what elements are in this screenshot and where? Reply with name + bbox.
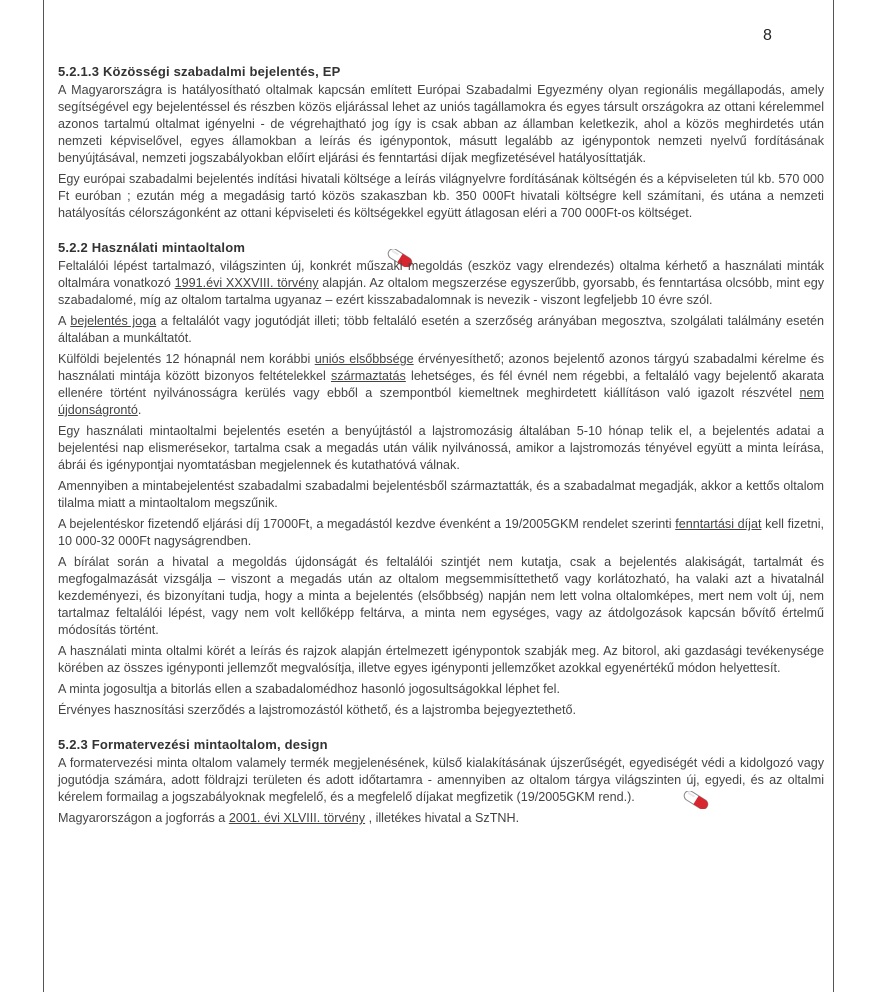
page-number: 8	[763, 27, 772, 44]
paragraph: A bírálat során a hivatal a megoldás újdonságát és feltalálói szintjét nem kutatja, csak a bejelentés alakiságát, tartalmát és megfogalmazását vizsgálja – viszont a megadás után az oltalom megsemmisíttethető vagy korlátozható, ha valaki azt a hivatalnál kezdeményezi, és bizonyítani tudja, hogy a minta a bejelentés (elsőbbség) napján nem lett volna oltalomképes, mert nem volt új, nem tartalmaz feltalálói lépést, vagy nem volt kellőképp feltárva, a minta nem egységes, vagy az átdolgozások kapcsán bővítő értelmű módosítás történt.	[58, 555, 824, 637]
term-link[interactable]: nem újdonságrontó	[58, 386, 824, 417]
paragraph: Magyarországon a jogforrás a 2001. évi XLVIII. törvény , illetékes hivatal a SzTNH.	[58, 811, 520, 825]
term-link[interactable]: bejelentés joga	[70, 314, 157, 328]
term-link[interactable]: fenntartási díjat	[675, 517, 762, 531]
paragraph: A bejelentés joga a feltalálót vagy jogutódját illeti; több feltaláló esetén a szerzőség arányában megosztva, szolgálati találmány esetén általában a munkáltatót.	[58, 314, 824, 345]
section-heading-utility-model: 5.2.2 Használati mintaoltalom	[58, 240, 246, 255]
document-content	[58, 64, 824, 831]
section-heading-ep: 5.2.1.3 Közösségi szabadalmi bejelentés, EP	[58, 64, 341, 79]
paragraph: A formatervezési minta oltalom valamely termék megjelenésének, külső kialakításának újszerűségét, egyediségét védi a kidolgozó vagy jogutódja számára, adott földrajzi területen és adott időtartamra - amennyiben az oltalom tárgya világszinten új, egyedi, és az oltalmi kérelem formailag a jogszabályoknak megfelelő, és a megfelelő díjakat megfizetik (19/2005GKM rend.).	[58, 756, 824, 804]
document-page	[43, 0, 834, 992]
paragraph: Amennyiben a mintabejelentést szabadalmi szabadalmi bejelentésből származtatták, és a szabadalmat megadják, akkor a kettős oltalom tilalma miatt a mintaoltalom megszűnik.	[58, 479, 824, 510]
law-link[interactable]: 1991.évi XXXVIII. törvény	[174, 276, 319, 290]
paragraph: Érvényes hasznosítási szerződés a lajstromozástól köthető, és a lajstromba bejegyeztethető.	[58, 703, 577, 717]
term-link[interactable]: uniós elsőbbsége	[314, 352, 414, 366]
paragraph: Egy európai szabadalmi bejelentés indítási hivatali költsége a leírás világnyelvre fordításának költségén és a képviseleten túl kb. 570 000 Ft euróban ; ezután még a megadásig tartó közös szakaszban kb. 350 000Ft hivatali költségre kell számítani, és utána a nemzeti hatályosítás célországonként az ottani képviseleti és költségekkel együtt átlagosan eléri a 700 000Ft-os költséget.	[58, 172, 824, 220]
section-heading-design: 5.2.3 Formatervezési mintaoltalom, design	[58, 737, 328, 752]
term-link[interactable]: származtatás	[330, 369, 406, 383]
paragraph: A minta jogosultja a bitorlás ellen a szabadalomédhoz hasonló jogosultságokkal léphet fel.	[58, 682, 560, 696]
paragraph: A Magyarországra is hatályosítható oltalmak kapcsán említett Európai Szabadalmi Egyezmény olyan regionális megállapodás, amely segítségével egy bejelentéssel és részben közös eljárással lehet az uniós tagállamokra és egyes társult országokra az ottani kérelemmel azonos tartalmú oltalmat igényelni - de végrehajtható jog így is csak abban az államban keletkezik, ahol a közös meghirdetés után nemzeti képviselővel, egyes államokban a leírás és igénypontok, másutt legalább az igénypontok nemzeti nyelvű fordításának benyújtásával, nemzeti jogszabályokban előírt eljárási és fenntartási díjak megfizetésével hatályosíttatják.	[58, 83, 824, 165]
paragraph: Külföldi bejelentés 12 hónapnál nem korábbi uniós elsőbbsége érvényesíthető; azonos bejelentő azonos tárgyú szabadalmi kérelme és használati mintája között bizonyos feltételekkel származtatás lehetséges, és fél évnél nem régebbi, a feltaláló vagy bejelentő akarata ellenére történt nyilvánosságra kerülés vagy ebből a szempontból kiemeltnek meghirdetett kiállításon való igazolt részvétel nem újdonságrontó.	[58, 352, 824, 417]
paragraph: A használati minta oltalmi körét a leírás és rajzok alapján értelmezett igénypontok szabják meg. Az bitorol, aki gazdasági tevékenysége körében az összes igényponti jellemzőt megvalósítja, illetve egyes igényponti jellemzőket azokkal egyenértékű módon helyettesít.	[58, 644, 824, 675]
paragraph: Egy használati mintaoltalmi bejelentés esetén a benyújtástól a lajstromozásig általában 5-10 hónap telik el, a bejelentés adatai a bejelentési nap elismerésekor, tartalma csak a megadás után válik nyilvánossá, amikor a lajstromozás tényével együtt a minta leírása, ábrái és igénypontjai nyomtatásban megjelennek és kutathatóvá válnak.	[58, 424, 824, 472]
paragraph: A bejelentéskor fizetendő eljárási díj 17000Ft, a megadástól kezdve évenként a 19/2005GKM rendelet szerinti fenntartási díjat kell fizetni, 10 000-32 000Ft nagyságrendben.	[58, 517, 825, 548]
law-link[interactable]: 2001. évi XLVIII. törvény	[228, 811, 366, 825]
paragraph: Feltalálói lépést tartalmazó, világszinten új, konkrét műszaki megoldás (eszköz vagy elrendezés) oltalma kérhető a használati minták oltalmára vonatkozó 1991.évi XXXVIII. törvény alapján. Az oltalom megszerzése egyszerűbb, gyorsabb, és fenntartása olcsóbb, mint egy szabadalomé, míg az oltalom tartalma ugyanaz – ezért kisszabadalomnak is nevezik - viszont legfeljebb 10 évre szól.	[58, 259, 824, 307]
